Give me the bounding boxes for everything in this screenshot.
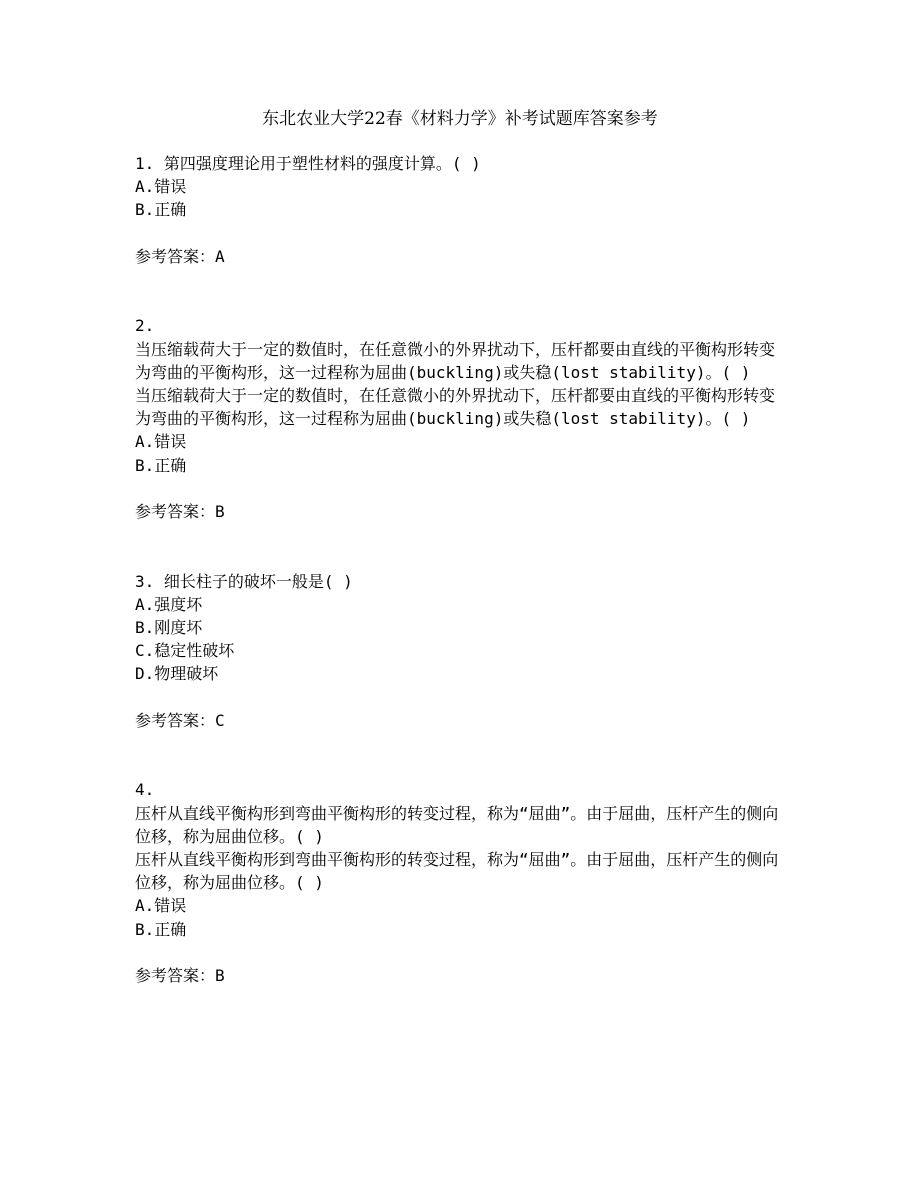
question-list [135, 152, 790, 987]
question-number: 3. [135, 571, 155, 591]
question-text: 当压缩载荷大于一定的数值时，在任意微小的外界扰动下，压杆都要由直线的平衡构形转变为弯曲的平衡构形，这一过程称为屈曲(buckling)或失稳(lost stability)。( ) [135, 339, 776, 382]
question-stem [135, 570, 790, 593]
question-number: 4. [135, 780, 155, 800]
question-text-repeat: 当压缩载荷大于一定的数值时，在任意微小的外界扰动下，压杆都要由直线的平衡构形转变为弯曲的平衡构形，这一过程称为屈曲(buckling)或失稳(lost stability)。( ) [135, 386, 776, 429]
document-title: 东北农业大学22春《材料力学》补考试题库答案参考 [262, 109, 658, 129]
question-stem [135, 152, 790, 175]
question-2 [135, 314, 790, 523]
question-text: 细长柱子的破坏一般是( ) [163, 571, 353, 591]
option-a: A.错误 [135, 432, 187, 452]
question-text: 压杆从直线平衡构形到弯曲平衡构形的转变过程，称为“屈曲”。由于屈曲，压杆产生的侧向位移，称为屈曲位移。( ) [135, 803, 779, 846]
question-number: 1. [135, 154, 155, 173]
option-b: B.正确 [135, 919, 187, 939]
question-text-repeat: 压杆从直线平衡构形到弯曲平衡构形的转变过程，称为“屈曲”。由于屈曲，压杆产生的侧向位移，称为屈曲位移。( ) [135, 850, 779, 893]
reference-answer: 参考答案：B [135, 966, 225, 985]
question-4 [135, 778, 790, 987]
reference-answer: 参考答案：A [135, 246, 225, 266]
option-b: B.刚度坏 [135, 618, 203, 637]
option-c: C.稳定性破坏 [135, 641, 235, 661]
option-b: B.正确 [135, 455, 187, 475]
reference-answer: 参考答案：B [135, 502, 225, 521]
reference-answer: 参考答案：C [135, 710, 225, 730]
question-1 [135, 152, 790, 268]
option-b: B.正确 [135, 200, 187, 220]
option-a: A.错误 [135, 177, 187, 197]
question-number: 2. [135, 316, 155, 336]
option-a: A.错误 [135, 896, 187, 916]
question-text: 第四强度理论用于塑性材料的强度计算。( ) [163, 154, 481, 173]
option-d: D.物理破坏 [135, 664, 219, 684]
question-3 [135, 570, 790, 732]
option-a: A.强度坏 [135, 594, 203, 614]
